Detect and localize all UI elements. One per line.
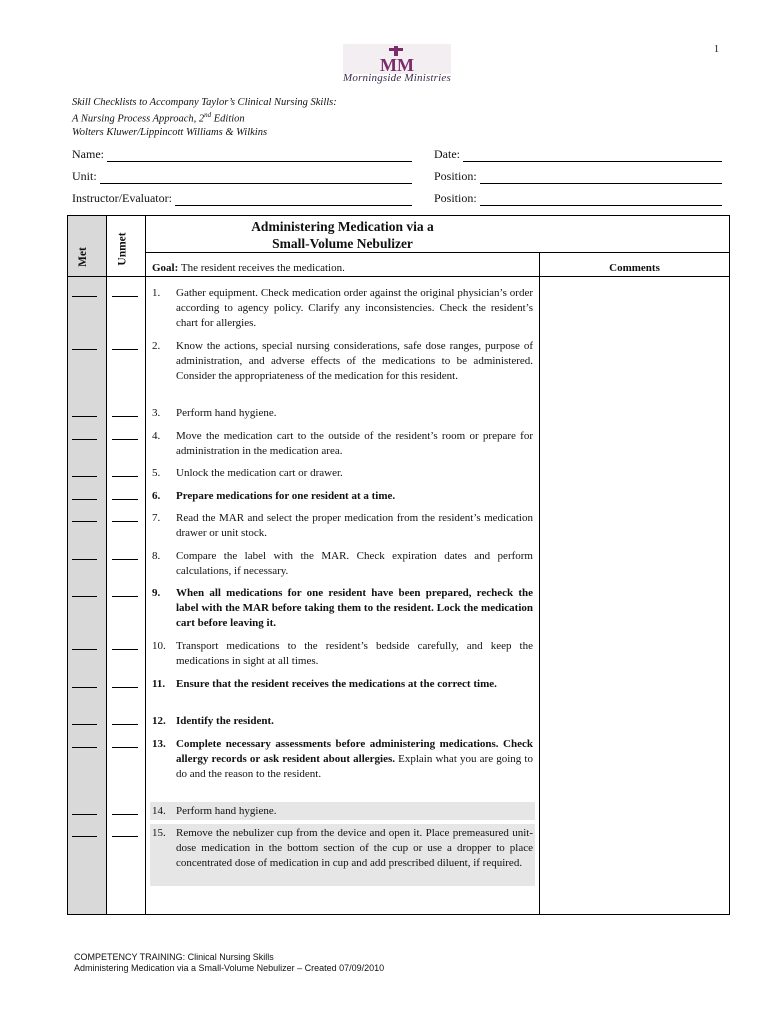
position-label-1: Position: xyxy=(434,169,477,183)
skill-title xyxy=(146,218,539,252)
step-text: Remove the nebulizer cup from the device and open it. Place premeasured unit-dose medication in the bottom section of the cup or use a dropper to place concentrated dose of medication in cup and add prescribed diluent, if required. xyxy=(176,827,533,869)
step-number: 1. xyxy=(152,287,161,299)
unit-line[interactable] xyxy=(100,171,412,184)
goal-label: Goal: xyxy=(152,262,179,274)
step-number: 5. xyxy=(152,467,161,479)
logo xyxy=(342,44,452,84)
step-text: Prepare medications for one resident at a time. xyxy=(176,490,396,502)
header-line-3: Wolters Kluwer/Lippincott Williams & Wilkins xyxy=(72,126,268,138)
unmet-blank[interactable] xyxy=(112,521,138,522)
unmet-blank[interactable] xyxy=(112,349,138,350)
unmet-blank[interactable] xyxy=(112,724,138,725)
met-blank[interactable] xyxy=(72,499,97,500)
met-blank[interactable] xyxy=(72,836,97,837)
step-text: Perform hand hygiene. xyxy=(176,805,277,817)
step-text: Know the actions, special nursing considerations, safe dose ranges, purpose of administration, and adverse effects of the medications to be administered. Consider the appropriateness of the medication for this resident. xyxy=(176,340,533,382)
unmet-blank[interactable] xyxy=(112,476,138,477)
met-blank[interactable] xyxy=(72,439,97,440)
step-number: 8. xyxy=(152,550,161,562)
met-blank[interactable] xyxy=(72,476,97,477)
goal-statement xyxy=(152,262,345,274)
met-blank[interactable] xyxy=(72,416,97,417)
comments-header: Comments xyxy=(609,262,660,274)
header-line-1: Skill Checklists to Accompany Taylor’s Clinical Nursing Skills: xyxy=(72,97,337,108)
met-blank[interactable] xyxy=(72,596,97,597)
name-line[interactable] xyxy=(107,149,412,162)
met-blank[interactable] xyxy=(72,724,97,725)
step-number: 4. xyxy=(152,430,161,442)
step-number: 15. xyxy=(152,827,166,839)
goal-divider xyxy=(146,252,729,253)
page-number: 1 xyxy=(714,44,719,55)
met-blank[interactable] xyxy=(72,747,97,748)
goal-text: The resident receives the medication. xyxy=(180,262,345,274)
page-footer xyxy=(74,952,384,974)
name-label: Name: xyxy=(72,147,104,161)
step-number: 2. xyxy=(152,340,161,352)
instructor-label: Instructor/Evaluator: xyxy=(72,191,172,205)
step-text: Complete necessary assessments before administering medications. Check allergy records or ask resident about allergies. Explain what you are going to do and the reason to the resident. xyxy=(176,738,533,780)
instructor-field[interactable] xyxy=(72,190,412,206)
step-number: 3. xyxy=(152,407,161,419)
step-number: 6. xyxy=(152,490,161,502)
met-blank[interactable] xyxy=(72,649,97,650)
unmet-blank[interactable] xyxy=(112,499,138,500)
date-label: Date: xyxy=(434,147,460,161)
name-field[interactable] xyxy=(72,146,412,162)
unmet-blank[interactable] xyxy=(112,559,138,560)
step-text: Identify the resident. xyxy=(176,715,274,727)
unmet-blank[interactable] xyxy=(112,836,138,837)
document-header xyxy=(72,96,337,139)
unmet-blank[interactable] xyxy=(112,649,138,650)
position-line-1[interactable] xyxy=(480,171,722,184)
met-blank[interactable] xyxy=(72,687,97,688)
step-text: Gather equipment. Check medication order against the original physician’s order according to agency policy. Clarify any inconsistencies. Check the resident’s chart for allergies. xyxy=(176,287,533,329)
logo-initials: MM xyxy=(380,55,414,74)
met-column xyxy=(68,216,107,914)
step-text: Transport medications to the resident’s bedside carefully, and keep the medications in sight at all times. xyxy=(176,640,533,667)
unit-label: Unit: xyxy=(72,169,97,183)
met-blank[interactable] xyxy=(72,521,97,522)
unmet-blank[interactable] xyxy=(112,687,138,688)
step-text: Move the medication cart to the outside of the resident’s room or prepare for administration in the medication area. xyxy=(176,430,533,457)
position-field-2[interactable] xyxy=(434,190,722,206)
unmet-blank[interactable] xyxy=(112,596,138,597)
unmet-column xyxy=(107,216,146,914)
position-label-2: Position: xyxy=(434,191,477,205)
footer-line-1: COMPETENCY TRAINING: Clinical Nursing Skills xyxy=(74,952,274,962)
title-line-1: Administering Medication via a xyxy=(251,219,434,234)
step-number: 10. xyxy=(152,640,166,652)
step-text: Unlock the medication cart or drawer. xyxy=(176,467,343,479)
date-field[interactable] xyxy=(434,146,722,162)
step-number: 9. xyxy=(152,587,161,599)
position-field-1[interactable] xyxy=(434,168,722,184)
date-line[interactable] xyxy=(463,149,722,162)
position-line-2[interactable] xyxy=(480,193,722,206)
met-blank[interactable] xyxy=(72,559,97,560)
unmet-blank[interactable] xyxy=(112,439,138,440)
met-blank[interactable] xyxy=(72,349,97,350)
header-line-2: A Nursing Process Approach, 2nd Edition xyxy=(72,111,245,125)
unmet-blank[interactable] xyxy=(112,416,138,417)
step-number: 12. xyxy=(152,715,166,727)
step-number: 11. xyxy=(152,678,166,690)
met-blank[interactable] xyxy=(72,814,97,815)
step-text: Compare the label with the MAR. Check expiration dates and perform calculations, if necessary. xyxy=(176,550,533,577)
title-line-2: Small-Volume Nebulizer xyxy=(272,236,413,251)
skill-checklist-table xyxy=(67,215,730,915)
met-blank[interactable] xyxy=(72,296,97,297)
unmet-column-header: Unmet xyxy=(116,232,129,266)
step-number: 13. xyxy=(152,738,166,750)
instructor-line[interactable] xyxy=(175,193,412,206)
step-number: 7. xyxy=(152,512,161,524)
header-divider xyxy=(68,276,729,277)
unmet-blank[interactable] xyxy=(112,747,138,748)
step-text: Read the MAR and select the proper medication from the resident’s medication drawer or unit stock. xyxy=(176,512,533,539)
step-text: When all medications for one resident have been prepared, recheck the label with the MAR before taking them to the resident. Lock the medication cart before leaving it. xyxy=(176,587,533,629)
unmet-blank[interactable] xyxy=(112,814,138,815)
step-text: Perform hand hygiene. xyxy=(176,407,277,419)
step-number: 14. xyxy=(152,805,166,817)
logo-text: Morningside Ministries xyxy=(343,72,451,84)
met-column-header: Met xyxy=(76,247,89,267)
unmet-blank[interactable] xyxy=(112,296,138,297)
unit-field[interactable] xyxy=(72,168,412,184)
comments-divider xyxy=(539,252,540,914)
footer-line-2: Administering Medication via a Small-Volume Nebulizer – Created 07/09/2010 xyxy=(74,963,385,973)
morningside-ministries-logo-icon xyxy=(342,44,452,74)
step-text: Ensure that the resident receives the medications at the correct time. xyxy=(176,678,497,690)
